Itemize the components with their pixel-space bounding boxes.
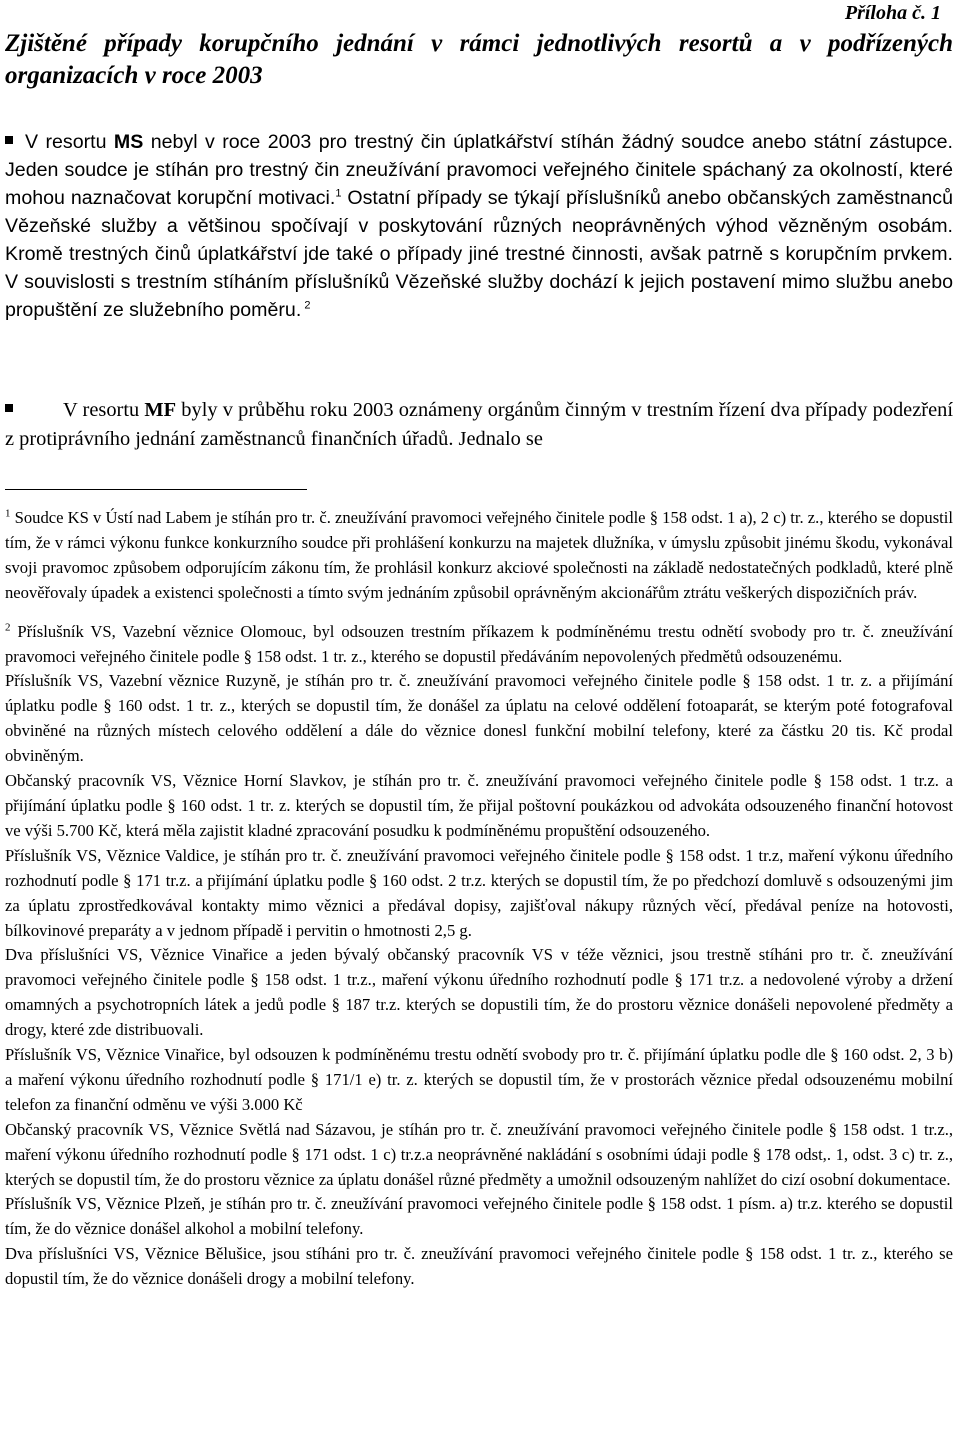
footnote-2-mark: 2 bbox=[5, 621, 11, 634]
mf-text-1: V resortu bbox=[63, 399, 145, 421]
ms-abbrev: MS bbox=[113, 131, 144, 153]
footnotes bbox=[5, 506, 953, 1292]
ms-text-1: V resortu bbox=[25, 131, 114, 153]
mf-paragraph bbox=[5, 396, 953, 454]
footnote-2-item: Příslušník VS, Věznice Plzeň, je stíhán pro tr. č. zneužívání pravomoci veřejného činitele podle § 158 odst. 1 písm. a) tr.z. kterého se dopustil tím, že do věznice donášel alkohol a mobilní telefony. bbox=[5, 1194, 953, 1239]
mf-abbrev: MF bbox=[144, 399, 177, 421]
square-bullet-icon bbox=[5, 136, 13, 144]
footnote-separator bbox=[5, 489, 307, 490]
footnote-2-item: Příslušník VS, Věznice Valdice, je stíhán pro tr. č. zneužívání pravomoci veřejného činitele podle § 158 odst. 1 tr.z, maření výkonu úředního rozhodnutí podle § 171 tr.z. a přijímání úplatku podle § 160 odst. 2 tr.z. kterých se dopustil tím, že po předchozí domluvě s odsouzenými jim za úplatu zprostředkovával kontakty mimo věznici a předával dopisy, zajišťoval nákupy různých věcí, předával peníze na hotovosti, bílkovinové preparáty a v jednom případě i pervitin o hmotnosti 2,5 g. bbox=[5, 845, 953, 940]
footnote-2-item bbox=[5, 620, 953, 670]
footnote-2-item: Občanský pracovník VS, Věznice Horní Slavkov, je stíhán pro tr. č. zneužívání pravomoci veřejného činitele podle § 158 odst. 1 tr.z. a přijímání úplatku podle § 160 odst. 1 tr. z. kterých se dopustil tím, že přijal poštovní poukázkou od advokáta odsouzeného finanční hotovost ve výši 5.700 Kč, která měla zajistit kladné zpracování posudku k podmíněnému propuštění odsouzeného. bbox=[5, 771, 953, 840]
footnote-ref-2: 2 bbox=[301, 299, 311, 312]
footnote-ref-1: 1 bbox=[335, 187, 342, 200]
footnote-1-mark: 1 bbox=[5, 507, 11, 520]
annex-label: Příloha č. 1 bbox=[844, 2, 941, 24]
square-bullet-icon bbox=[5, 404, 13, 412]
footnote-2-item: Příslušník VS, Vazební věznice Ruzyně, je stíhán pro tr. č. zneužívání pravomoci veřejného činitele podle § 158 odst. 1 tr. z. a přijímání úplatku podle § 160 odst. 1 tr. z., kterých se dopustil tím, že donášel za úplatu na celové oddělení fotoaparát, se kterým poté fotografoval obviněné na různých místech celového oddělení a dále do věznice donesl funkční mobilní telefony, které za částku 20 tis. Kč prodal obviněným. bbox=[5, 671, 953, 766]
ms-paragraph bbox=[5, 128, 953, 324]
footnote-2-item: Dva příslušníci VS, Věznice Vinařice a jeden bývalý občanský pracovník VS v téže věznici, jsou trestně stíháni pro tr. č. zneužívání pravomoci veřejného činitele podle § 158 odst. 1 tr.z., maření výkonu úředního rozhodnutí podle § 171 tr.z. a nedovolené výroby a držení omamných a psychotropních látek a jedů podle § 187 tr.z. kterých se dopustili tím, že do prostoru věznice donášeli nepovolené předměty a drogy, které zde distribuovali. bbox=[5, 945, 953, 1040]
ms-text-2: nebyl v roce 2003 pro trestný čin úplatkářství stíhán žádný soudce anebo státní zástupce. Jeden soudce je stíhán pro trestný čin zneužívání pravomoci veřejného činitele spáchaný za okolností, které mohou naznačovat korupční motivaci. bbox=[5, 131, 953, 209]
footnote-2-item: Dva příslušníci VS, Věznice Bělušice, jsou stíháni pro tr. č. zneužívání pravomoci veřejného činitele podle § 158 odst. 1 tr. z., kterého se dopustil tím, že do věznice donášeli drogy a mobilní telefony. bbox=[5, 1244, 953, 1289]
ms-text-3: Ostatní případy se týkají příslušníků anebo občanských zaměstnanců Vězeňské služby a většinou spočívají v poskytování různých neoprávněných výhod vězněným osobám. Kromě trestných činů úplatkářství jde také o případy jiné trestné činnosti, avšak patrně s korupčním prvkem. V souvislosti s trestním stíháním příslušníků Vězeňské služby dochází k jejich postavení mimo službu anebo propuštění ze služebního poměru. bbox=[5, 187, 953, 321]
footnote-2-text: Příslušník VS, Vazební věznice Olomouc, byl odsouzen trestním příkazem k podmíněnému trestu odnětí svobody pro tr. č. zneužívání pravomoci veřejného činitele podle § 158 odst. 1 tr. z., kterého se dopustil předáváním nepovolených předmětů odsouzenému. bbox=[5, 621, 953, 666]
mf-text-2: byly v průběhu roku 2003 oznámeny orgánům činným v trestním řízení dva případy podezření z protiprávního jednání zaměstnanců finančních úřadů. Jednalo se bbox=[5, 399, 953, 450]
footnote-2-item: Občanský pracovník VS, Věznice Světlá nad Sázavou, je stíhán pro tr. č. zneužívání pravomoci veřejného činitele podle § 158 odst. 1 tr.z., maření výkonu úředního rozhodnutí podle § 171 odst. 1 c) tr.z.a neoprávněné nakládání s osobními údaji podle § 178 odst,. 1, odst. 3 c) tr. z., kterých se dopustil tím, že do prostoru věznice za úplatu donášel různé předměty a umožnil odsouzeným nahlížet do cizí osobní dokumentace. bbox=[5, 1119, 953, 1189]
document-title: Zjištěné případy korupčního jednání v rámci jednotlivých resortů a v podřízených organizacích v roce 2003 bbox=[5, 30, 953, 89]
footnote-1 bbox=[5, 506, 953, 606]
footnote-1-text: Soudce KS v Ústí nad Labem je stíhán pro tr. č. zneužívání pravomoci veřejného činitele podle § 158 odst. 1 a), 2 c) tr. z., kterého se dopustil tím, že v rámci výkonu funkce konkurzního soudce při prohlášení konkurzu na majetek dlužníka, v úmyslu způsobit jinému škodu, vykonával svoji pravomoc způsobem odporujícím zákonu tím, že prohlásil konkurz akciové společnosti na základě nedostatečných podkladů, které plně neověřovaly úpadek a existenci společnosti a tímto svým jednáním způsobil oprávněným akcionářům ztrátu veškerých dispozičních práv. bbox=[5, 508, 953, 602]
footnote-2-item: Příslušník VS, Věznice Vinařice, byl odsouzen k podmíněnému trestu odnětí svobody pro tr. č. přijímání úplatku podle dle § 160 odst. 2, 3 b) a maření výkonu úředního rozhodnutí podle § 171/1 e) tr. z. kterých se dopustil tím, že v prostorách věznice předal odsouzenému mobilní telefon za finanční odměnu ve výši 3.000 Kč bbox=[5, 1045, 953, 1114]
